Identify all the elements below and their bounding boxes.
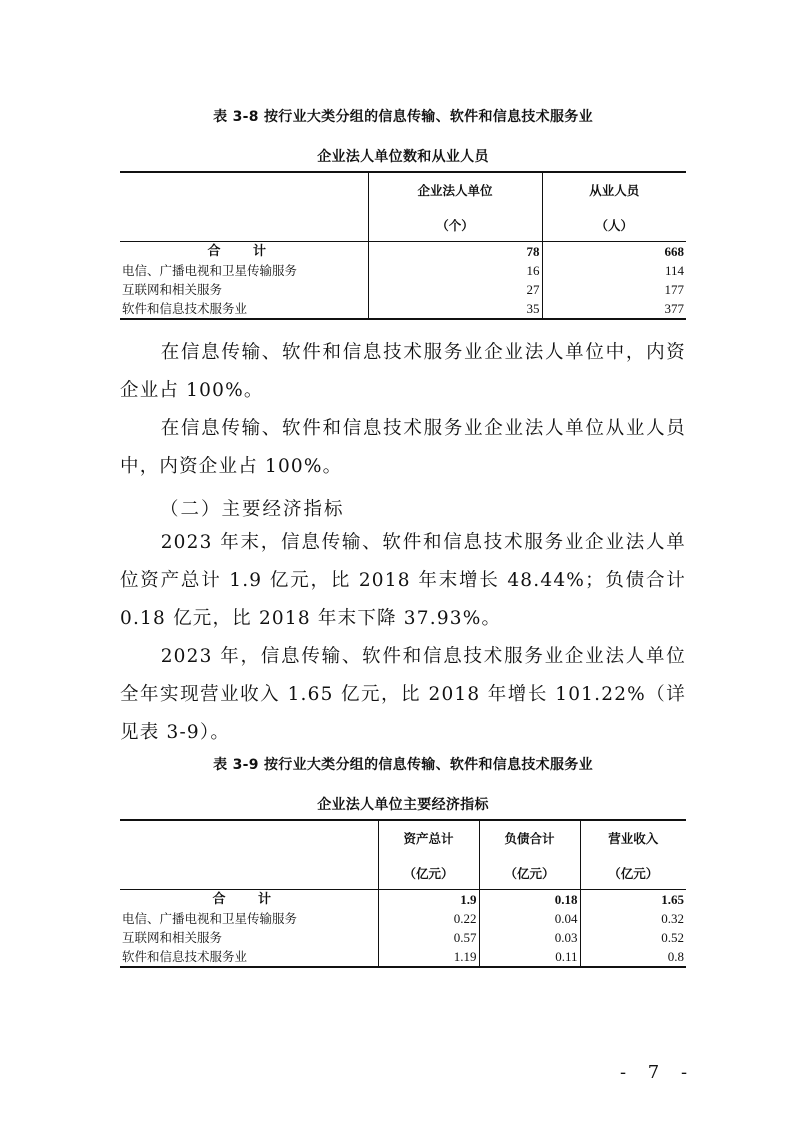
cell-value: 78 <box>368 242 542 262</box>
table-row <box>120 947 686 967</box>
table-row <box>120 909 686 928</box>
table-row-total <box>120 242 686 262</box>
cell-value: 1.9 <box>378 890 479 910</box>
table-row <box>120 261 686 280</box>
cell-value: 27 <box>368 280 542 299</box>
section-heading: （二）主要经济指标 <box>160 499 345 520</box>
cell-value: 0.57 <box>378 928 479 947</box>
table-3-9 <box>120 819 686 968</box>
table-row-total <box>120 890 686 910</box>
table-3-8-caption-line2: 企业法人单位数和从业人员 <box>317 149 489 165</box>
column-name: 营业收入 <box>608 831 659 846</box>
table-3-8-caption-line1: 表 3-8 按行业大类分组的信息传输、软件和信息技术服务业 <box>213 109 593 125</box>
cell-value: 16 <box>368 261 542 280</box>
cell-value: 0.11 <box>479 947 580 967</box>
paragraph-4: 2023 年，信息传输、软件和信息技术服务业企业法人单位全年实现营业收入 1.65 亿元，比 2018 年增长 101.22%（详见表 3-9）。 <box>120 646 686 743</box>
table-3-9-caption-line1: 表 3-9 按行业大类分组的信息传输、软件和信息技术服务业 <box>213 757 593 773</box>
row-label: 合 计 <box>207 244 281 259</box>
table-row <box>120 299 686 319</box>
column-header <box>378 820 479 890</box>
table-3-8 <box>120 171 686 320</box>
cell-value: 114 <box>542 261 686 280</box>
column-name: 企业法人单位 <box>417 183 493 198</box>
cell-value: 1.65 <box>580 890 686 910</box>
column-header <box>479 820 580 890</box>
column-name: 资产总计 <box>403 831 454 846</box>
column-name: 负债合计 <box>504 831 555 846</box>
cell-value: 0.52 <box>580 928 686 947</box>
cell-value: 0.32 <box>580 909 686 928</box>
column-unit: （亿元） <box>403 866 454 881</box>
table-row <box>120 280 686 299</box>
column-header <box>580 820 686 890</box>
paragraph-1: 在信息传输、软件和信息技术服务业企业法人单位中，内资企业占 100%。 <box>120 342 686 401</box>
row-label: 电信、广播电视和卫星传输服务 <box>122 911 298 926</box>
page-number: - 7 - <box>620 1062 696 1083</box>
table-3-9-caption-line2: 企业法人单位主要经济指标 <box>317 797 489 813</box>
cell-value: 35 <box>368 299 542 319</box>
cell-value: 0.8 <box>580 947 686 967</box>
row-label: 合 计 <box>212 892 286 907</box>
cell-value: 377 <box>542 299 686 319</box>
row-label: 互联网和相关服务 <box>122 930 223 945</box>
paragraph-3: 2023 年末，信息传输、软件和信息技术服务业企业法人单位资产总计 1.9 亿元，比 2018 年末增长 48.44%；负债合计 0.18 亿元，比 2018 年末下降 37.93%。 <box>120 532 686 629</box>
header-blank <box>120 820 378 890</box>
cell-value: 0.04 <box>479 909 580 928</box>
column-name: 从业人员 <box>589 183 640 198</box>
row-label: 软件和信息技术服务业 <box>122 301 248 316</box>
column-unit: （亿元） <box>504 866 555 881</box>
row-label: 软件和信息技术服务业 <box>122 949 248 964</box>
table-row <box>120 928 686 947</box>
cell-value: 0.03 <box>479 928 580 947</box>
column-header <box>542 172 686 242</box>
column-header <box>368 172 542 242</box>
cell-value: 177 <box>542 280 686 299</box>
header-blank <box>120 172 368 242</box>
row-label: 互联网和相关服务 <box>122 282 223 297</box>
cell-value: 0.22 <box>378 909 479 928</box>
cell-value: 1.19 <box>378 947 479 967</box>
cell-value: 668 <box>542 242 686 262</box>
column-unit: （亿元） <box>608 866 659 881</box>
table-header-row <box>120 172 686 242</box>
cell-value: 0.18 <box>479 890 580 910</box>
row-label: 电信、广播电视和卫星传输服务 <box>122 263 298 278</box>
paragraph-2: 在信息传输、软件和信息技术服务业企业法人单位从业人员中，内资企业占 100%。 <box>120 418 686 477</box>
table-header-row <box>120 820 686 890</box>
column-unit: （个） <box>436 218 474 233</box>
column-unit: （人） <box>595 218 633 233</box>
